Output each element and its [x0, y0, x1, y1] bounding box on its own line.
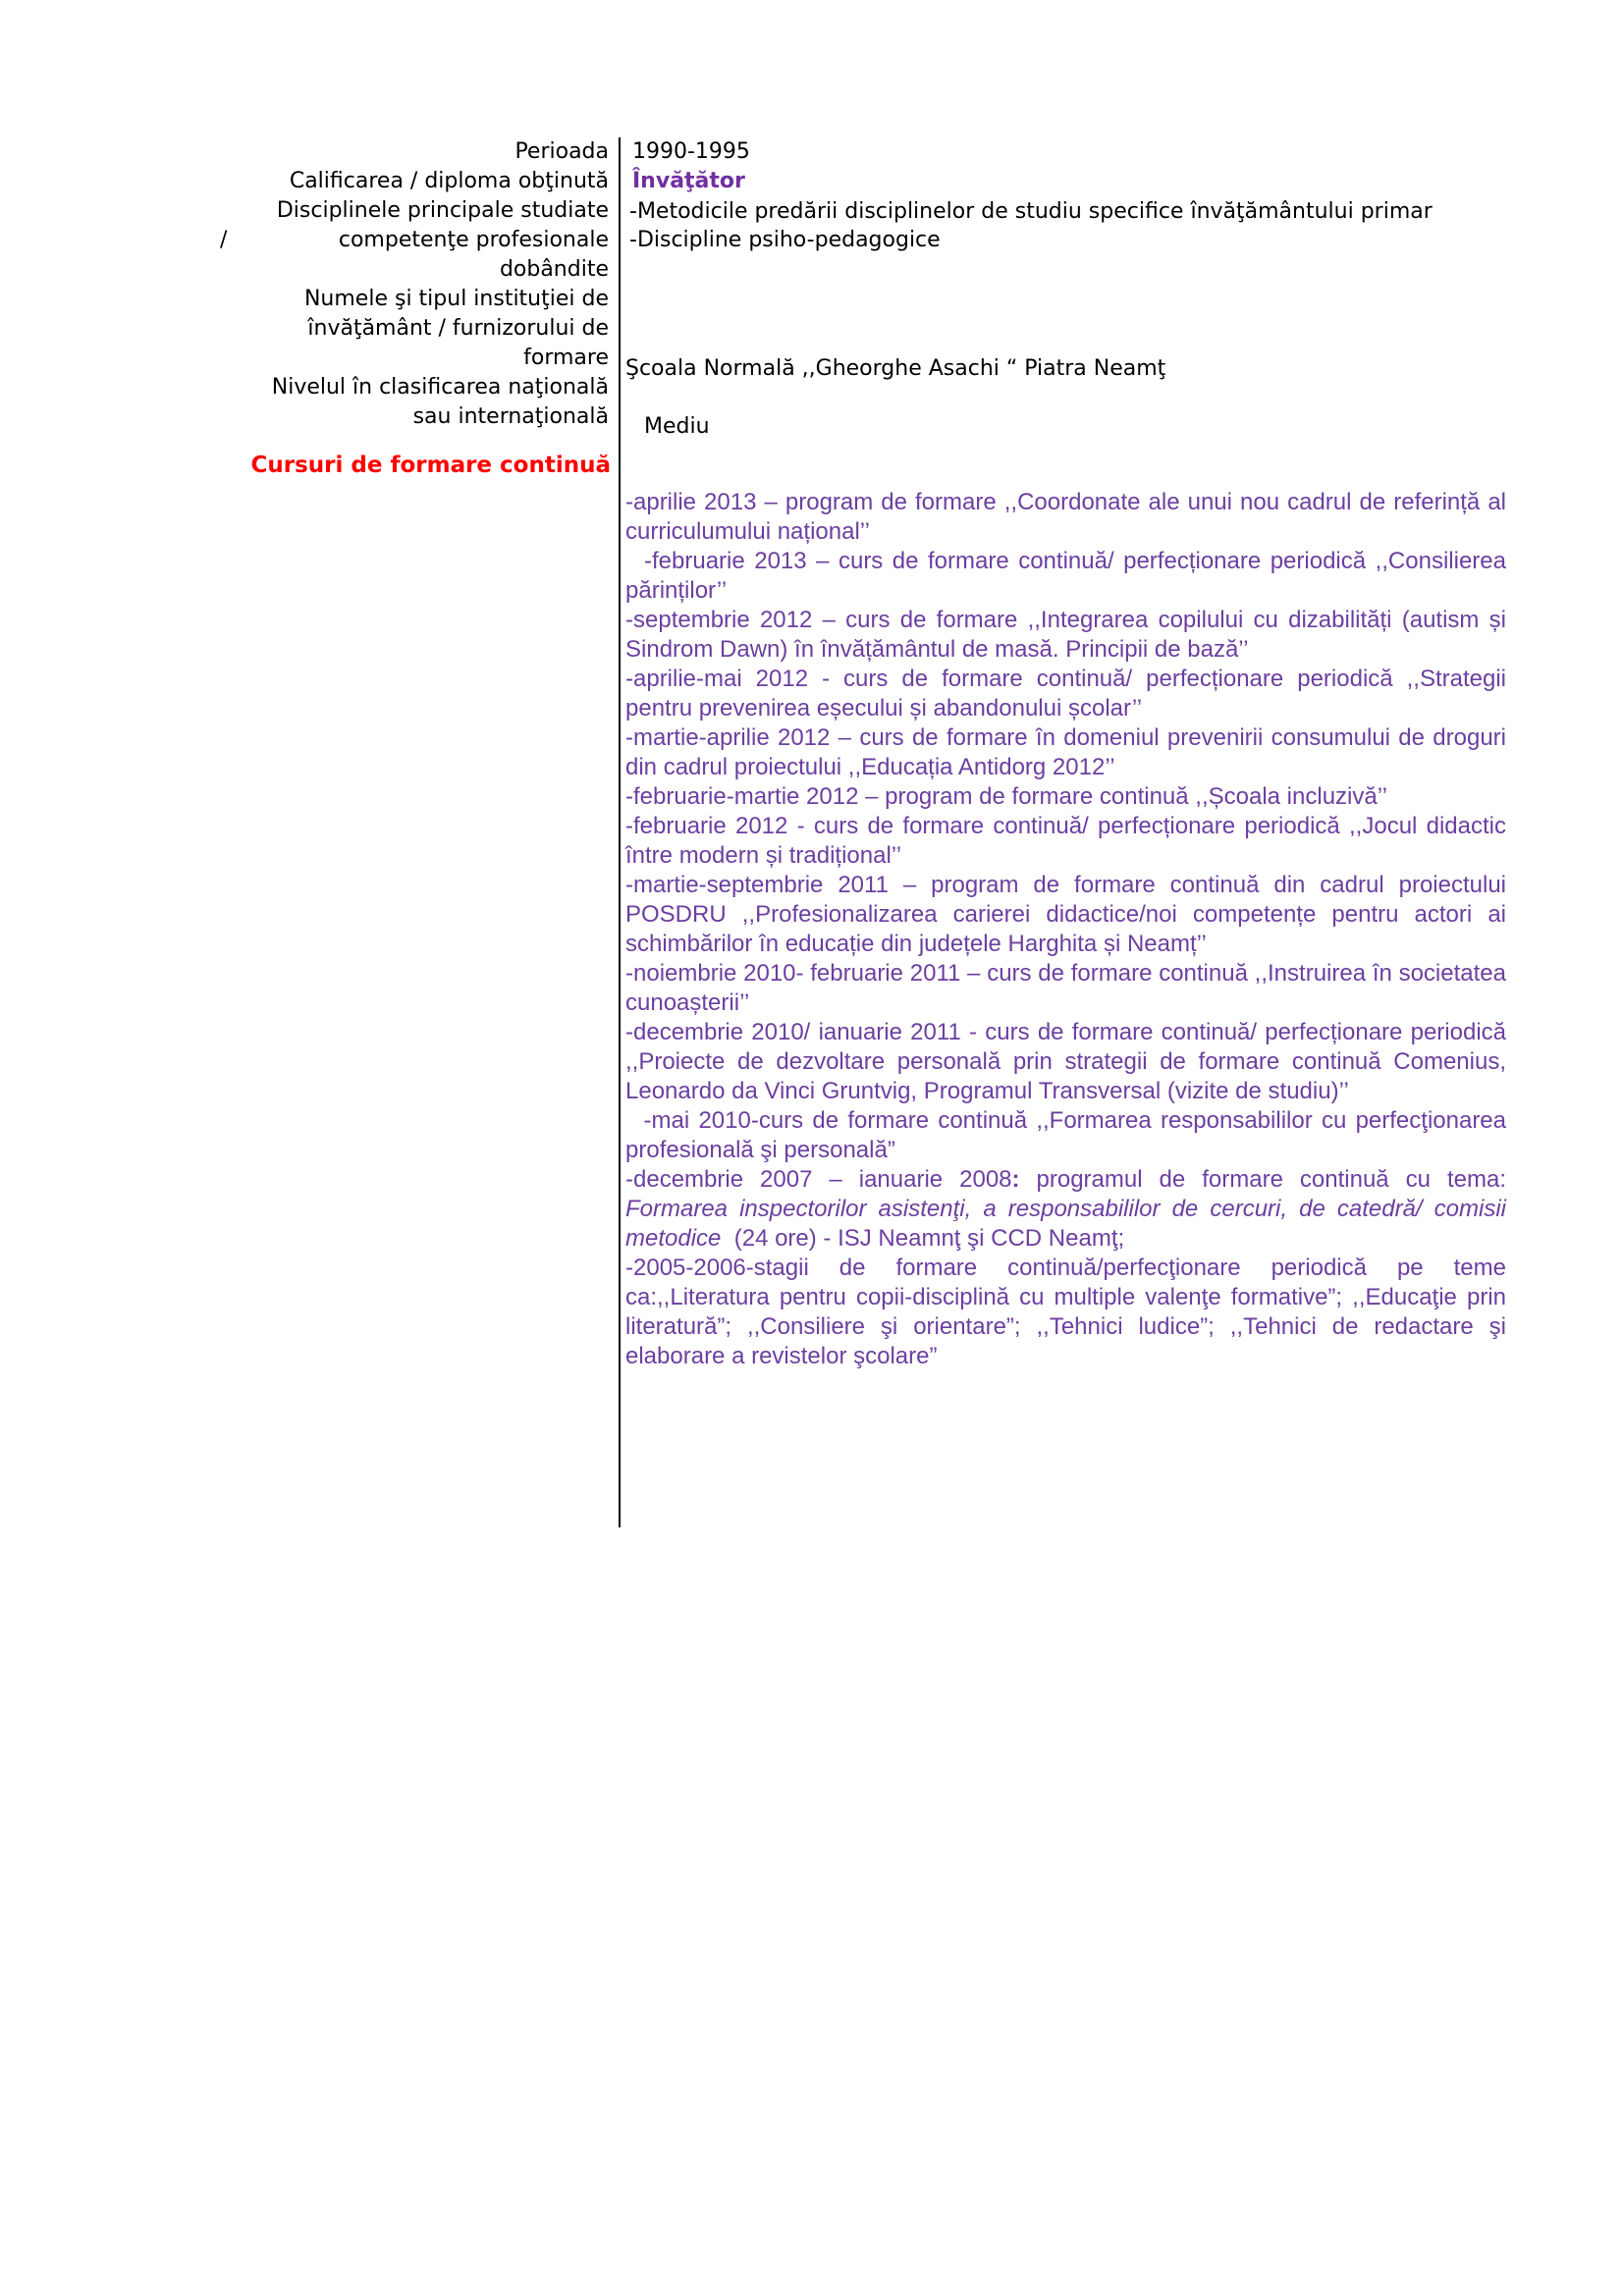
course-entry: -aprilie 2013 – program de formare ,,Coordonate ale unui nou cadrul de referință al curriculumului național’’ [625, 489, 1506, 545]
level-value: Mediu [644, 414, 710, 439]
course-entry: -decembrie 2007 – ianuarie 2008: programul de formare continuă cu tema: Formarea inspectorilor asistenţi, a responsabililor de cercuri, de catedră/ comisii metodice (24 ore) - ISJ Neamnţ şi CCD Neamţ; [625, 1166, 1506, 1252]
institution-value: Şcoala Normală ,,Gheorghe Asachi “ Piatra Neamţ [625, 356, 1166, 381]
label-line: Perioada [514, 139, 609, 164]
disciplines-line-1: -Metodicile predării disciplinelor de studiu specifice învăţământului primar [629, 199, 1433, 224]
course-entry: -mai 2010-curs de formare continuă ,,Formarea responsabililor cu perfecţionarea profesională şi personală” [625, 1107, 1506, 1163]
course-entry: -decembrie 2010/ ianuarie 2011 - curs de formare continuă/ perfecționare periodică ,,Proiecte de dezvoltare personală prin strategii de formare continuă Comenius, Leonardo da Vinci Gruntvig, Programul Transversal (vizite de studiu)’’ [625, 1019, 1506, 1104]
course-entry: -februarie 2012 - curs de formare continuă/ perfecționare periodică ,,Jocul didactic între modern și tradițional’’ [625, 813, 1506, 869]
label-line: Nivelul în clasificarea naţională [271, 375, 609, 400]
course-entry: -februarie-martie 2012 – program de formare continuă ,,Școala incluzivă’’ [625, 783, 1387, 810]
left-label-column [147, 137, 609, 432]
period-value: 1990-1995 [632, 139, 750, 164]
course-entry: -februarie 2013 – curs de formare continuă/ perfecționare periodică ,,Consilierea părinților’’ [625, 548, 1506, 604]
disciplines-line-2: -Discipline psiho-pedagogice [629, 228, 941, 252]
label-line: Numele şi tipul instituţiei de [303, 287, 609, 311]
disciplines-value [629, 197, 1510, 254]
course-entry: -martie-septembrie 2011 – program de formare continuă din cadrul proiectului POSDRU ,,Profesionalizarea carierei didactice/noi competențe pentru actori ai schimbărilor în educație din județele Harghita și Neamț’’ [625, 872, 1506, 957]
label-line: formare [523, 346, 609, 370]
label-line: sau internaţională [412, 404, 609, 429]
label-line: învăţământ / furnizorului de [307, 316, 609, 341]
course-entry: -2005-2006-stagii de formare continuă/perfecţionare periodică pe teme ca:,,Literatura pentru copii-disciplină cu multiple valenţe formative”; ,,Educaţie prin literatură”; ,,Consiliere şi orientare”; ,,Tehnici ludice”; ,,Tehnici de redactare şi elaborare a revistelor şcolare” [625, 1255, 1506, 1369]
label-line: dobândite [499, 257, 609, 282]
column-separator-line [619, 137, 621, 1527]
course-entry: -septembrie 2012 – curs de formare ,,Integrarea copilului cu dizabilități (autism și Sindrom Dawn) în învățământul de masă. Principii de bază’’ [625, 607, 1506, 663]
label-line: Disciplinele principale studiate [276, 198, 609, 223]
course-entry: -noiembrie 2010- februarie 2011 – curs de formare continuă ,,Instruirea în societatea cunoașterii’’ [625, 960, 1506, 1016]
course-entry: -aprilie-mai 2012 - curs de formare continuă/ perfecționare periodică ,,Strategii pentru prevenirea eșecului și abandonului școlar’’ [625, 666, 1506, 721]
courses-heading: Cursuri de formare continuă [250, 453, 611, 478]
course-entry: -martie-aprilie 2012 – curs de formare în domeniul prevenirii consumului de droguri din cadrul proiectului ,,Educația Antidorg 2012’’ [625, 724, 1506, 780]
course-list [625, 488, 1506, 1371]
label-line: / competenţe profesionale [220, 228, 609, 252]
qualification-value: Învăţător [632, 169, 745, 193]
label-line: Calificarea / diploma obţinută [289, 169, 609, 193]
